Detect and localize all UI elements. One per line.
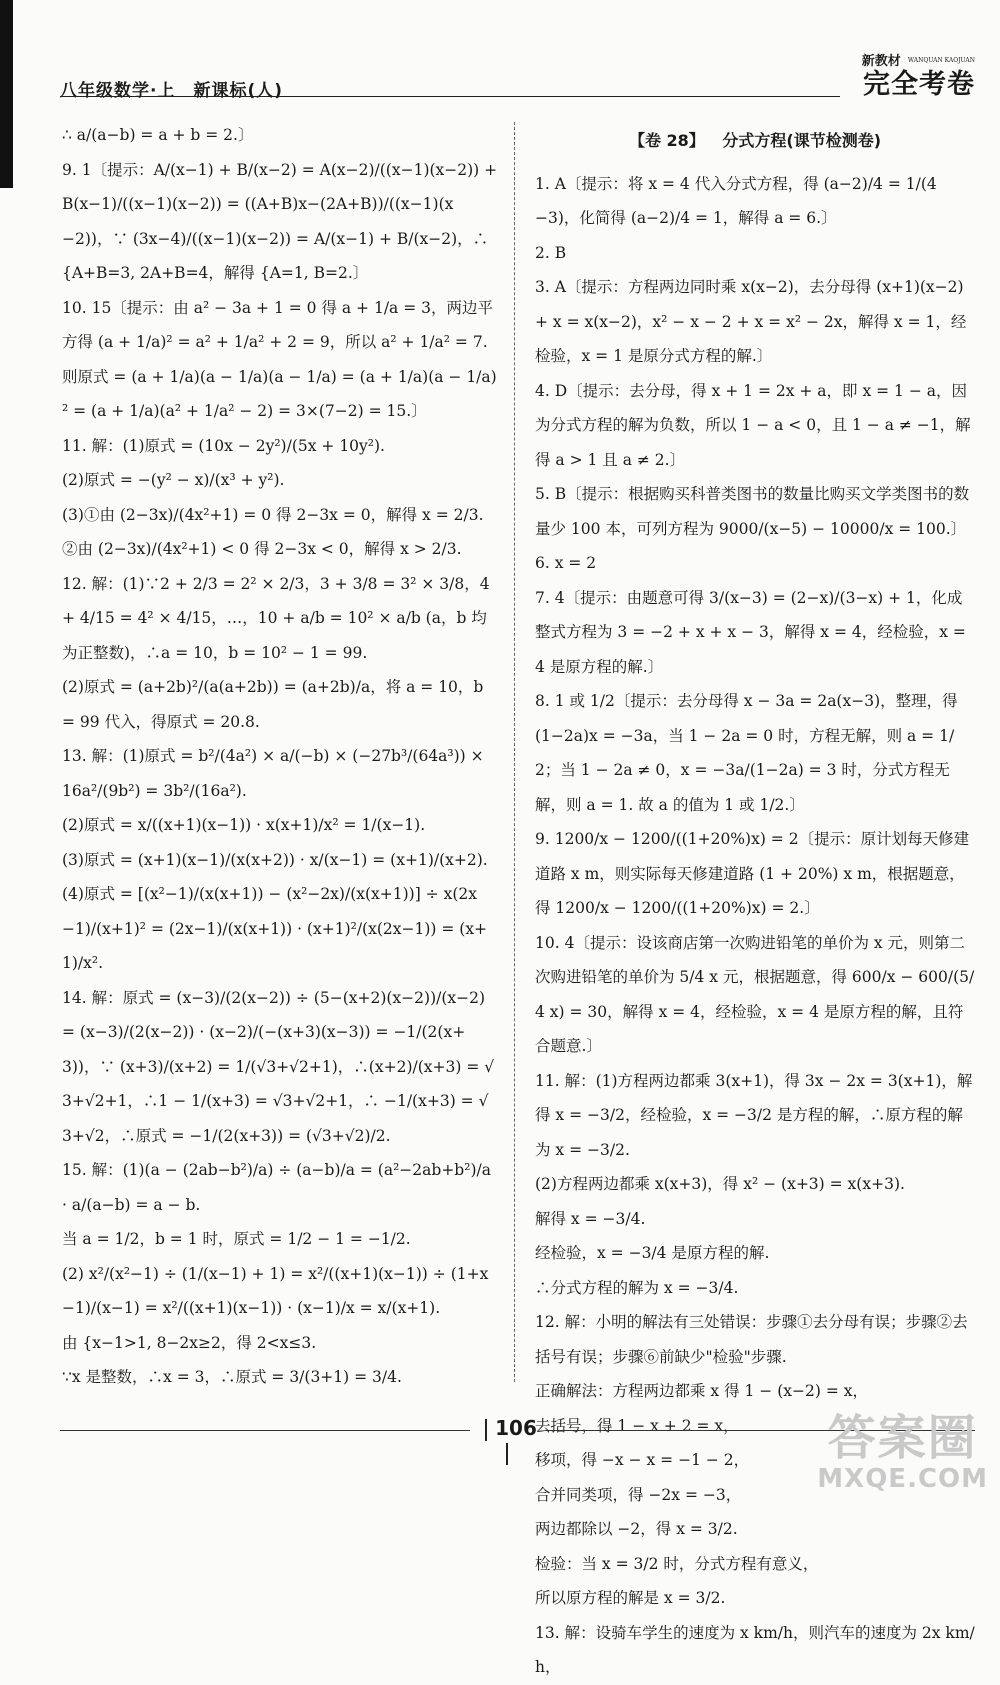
brand-pinyin: WANQUAN KAOJUAN xyxy=(907,57,975,64)
answer-item: ②由 (2−3x)/(4x²+1) < 0 得 2−3x < 0，解得 x > 2/3. xyxy=(62,540,462,558)
answer-item: 5. B〔提示：根据购买科普类图书的数量比购买文学类图书的数量少 100 本，可列方程为 9000/(x−5) − 10000/x = 100.〕 xyxy=(535,485,970,538)
left-column xyxy=(62,118,503,1414)
answer-item: 10. 15〔提示：由 a² − 3a + 1 = 0 得 a + 1/a = 3，两边平方得 (a + 1/a)² = a² + 1/a² + 2 = 9，所以 a² + 1/a² = 7. 则原式 = (a + 1/a)(a − 1/a)(a − 1/a) = (a + 1/a)(a − 1/a)² = (a + 1/a)(a² + 1/a² − 2) = 3×(7−2) = 15.〕 xyxy=(62,298,497,420)
answer-item: 合并同类项，得 −2x = −3， xyxy=(535,1485,742,1504)
answer-item: ∴分式方程的解为 x = −3/4. xyxy=(535,1278,739,1297)
section-title xyxy=(535,124,975,159)
answer-item: 4. D〔提示：去分母，得 x + 1 = 2x + a，即 x = 1 − a，因为分式方程的解为负数，所以 1 − a < 0，且 1 − a ≠ −1，解得 a > 1 且 a ≠ 2.〕 xyxy=(535,381,971,469)
answer-item: (3)原式 = (x+1)(x−1)/(x(x+2)) · x/(x−1) = (x+1)/(x+2). xyxy=(62,850,488,869)
answer-item: (2)方程两边都乘 x(x+3)，得 x² − (x+3) = x(x+3). xyxy=(535,1175,905,1193)
answer-item: 13. 解：设骑车学生的速度为 x km/h，则汽车的速度为 2x km/h， xyxy=(535,1623,975,1676)
answer-item: 8. 1 或 1/2〔提示：去分母得 x − 3a = 2a(x−3)，整理，得 (1−2a)x = −3a，当 1 − 2a = 0 时，方程无解，则 a = 1/2；当 1 − 2a ≠ 0，x = −3a/(1−2a) = 3 时，分式方程无解，则 a = 1. 故 a 的值为 1 或 1/2.〕 xyxy=(535,692,963,814)
answer-item: 当 a = 1/2，b = 1 时，原式 = 1/2 − 1 = −1/2. xyxy=(62,1230,411,1248)
answer-item: 11. 解：(1)原式 = (10x − 2y²)/(5x + 10y²). xyxy=(62,436,385,455)
answer-item: 移项，得 −x − x = −1 − 2， xyxy=(535,1451,750,1469)
answer-item: 两边都除以 −2，得 x = 3/2. xyxy=(535,1520,738,1538)
answer-item: 11. 解：(1)方程两边都乘 3(x+1)，得 3x − 2x = 3(x+1)，解得 x = −3/2，经检验，x = −3/2 是方程的解，∴原方程的解为 x = −3/2. xyxy=(535,1071,973,1159)
section-tag: 【卷 28】 xyxy=(628,131,705,150)
answer-item: (3)①由 (2−3x)/(4x²+1) = 0 得 2−3x = 0，解得 x = 2/3. xyxy=(62,505,484,524)
answer-item: 9. 1〔提示：A/(x−1) + B/(x−2) = A(x−2)/((x−1)(x−2)) + B(x−1)/((x−1)(x−2)) = ((A+B)x−(2A+B))/((x−1)(x−2))，∵ (3x−4)/((x−1)(x−2)) = A/(x−1) + B/(x−2)，∴ {A+B=3, 2A+B=4，解得 {A=1, B=2.〕 xyxy=(62,160,503,282)
answer-item: 所以原方程的解是 x = 3/2. xyxy=(535,1589,726,1607)
answer-item: 6. x = 2 xyxy=(535,554,597,572)
answer-item: 14. 解：原式 = (x−3)/(2(x−2)) ÷ (5−(x+2)(x−2))/(x−2) = (x−3)/(2(x−2)) · (x−2)/(−(x+3)(x−3)) = −1/(2(x+3))，∵ (x+3)/(x+2) = 1/(√3+√2+1)，∴(x+2)/(x+3) = √3+√2+1，∴1 − 1/(x+3) = √3+√2+1，∴ −1/(x+3) = √3+√2，∴原式 = −1/(2(x+3)) = (√3+√2)/2. xyxy=(62,988,495,1145)
header-rule xyxy=(60,96,840,97)
answer-item: 检验：当 x = 3/2 时，分式方程有意义， xyxy=(535,1554,819,1573)
book-spine-edge xyxy=(0,0,13,188)
answer-item: ∵x 是整数，∴x = 3，∴原式 = 3/(3+1) = 3/4. xyxy=(62,1368,402,1386)
answer-item: (4)原式 = [(x²−1)/(x(x+1)) − (x²−2x)/(x(x+1))] ÷ x(2x−1)/(x+1)² = (2x−1)/(x(x+1)) · (x+1)²/(x(2x−1)) = (x+1)/x². xyxy=(62,885,488,972)
brand-logo xyxy=(862,50,975,101)
answer-item: ∴ a/(a−b) = a + b = 2.〕 xyxy=(62,126,254,144)
answer-item: (2)原式 = −(y² − x)/(x³ + y²). xyxy=(62,471,285,489)
watermark-line2: MXQE.COM xyxy=(817,1464,988,1494)
answer-item: 12. 解：(1)∵2 + 2/3 = 2² × 2/3，3 + 3/8 = 3² × 3/8，4 + 4/15 = 4² × 4/15，…，10 + a/b = 10² × a/b (a，b 均为正整数)，∴a = 10，b = 10² − 1 = 99. xyxy=(62,574,495,662)
page-header xyxy=(60,54,975,112)
answer-item: (2) x²/(x²−1) ÷ (1/(x−1) + 1) = x²/((x+1)(x−1)) ÷ (1+x−1)/(x−1) = x²/((x+1)(x−1)) · (x−1)/x = x/(x+1). xyxy=(62,1264,489,1317)
answer-item: 解得 x = −3/4. xyxy=(535,1209,646,1228)
answer-item: 由 {x−1>1, 8−2x≥2，得 2<x≤3. xyxy=(62,1333,317,1352)
book-title: 八年级数学·上 新课标(人) xyxy=(60,81,283,101)
answer-item: (2)原式 = x/((x+1)(x−1)) · x(x+1)/x² = 1/(x−1). xyxy=(62,816,426,834)
page-number-bar-right xyxy=(506,1443,508,1465)
watermark xyxy=(817,1412,988,1494)
page-number xyxy=(472,1416,542,1465)
watermark-line1: 答案圈 xyxy=(827,1410,978,1466)
footer-rule-left xyxy=(60,1430,470,1431)
section-title-text: 分式方程(课节检测卷) xyxy=(722,131,882,150)
answer-item: 15. 解：(1)(a − (2ab−b²)/a) ÷ (a−b)/a = (a²−2ab+b²)/a · a/(a−b) = a − b. xyxy=(62,1161,496,1214)
answer-item: 2. B xyxy=(535,243,567,262)
answer-item: 经检验，x = −3/4 是原方程的解. xyxy=(535,1244,770,1262)
brand-small-text: 新教材 xyxy=(861,54,901,69)
answer-item: 12. 解：小明的解法有三处错误：步骤①去分母有误；步骤②去括号有误；步骤⑥前缺少"检验"步骤. xyxy=(535,1313,968,1366)
answer-item: 9. 1200/x − 1200/((1+20%)x) = 2〔提示：原计划每天修建道路 x m，则实际每天修建道路 (1 + 20%) x m，根据题意，得 1200/x − 1200/((1+20%)x) = 2.〕 xyxy=(535,830,970,917)
answer-item: 去括号，得 1 − x + 2 = x， xyxy=(535,1416,739,1435)
page-number-bar-left xyxy=(485,1419,487,1441)
answer-item: 正确解法：方程两边都乘 x 得 1 − (x−2) = x， xyxy=(535,1382,868,1400)
column-divider xyxy=(514,122,515,1382)
answer-item: 13. 解：(1)原式 = b²/(4a²) × a/(−b) × (−27b³/(64a³)) × 16a²/(9b²) = 3b²/(16a²). xyxy=(62,747,489,800)
page-number-text: 106 xyxy=(495,1416,537,1440)
answer-item: 10. 4〔提示：设该商店第一次购进铅笔的单价为 x 元，则第二次购进铅笔的单价为 5/4 x 元，根据题意，得 600/x − 600/(5/4 x) = 30，解得 x = 4，经检验，x = 4 是原方程的解，且符合题意.〕 xyxy=(535,933,975,1055)
brand-big-text: 完全考卷 xyxy=(863,69,975,100)
answer-item: (2)原式 = (a+2b)²/(a(a+2b)) = (a+2b)/a，将 a = 10，b = 99 代入，得原式 = 20.8. xyxy=(62,678,489,731)
answer-item: 7. 4〔提示：由题意可得 3/(x−3) = (2−x)/(3−x) + 1，化成整式方程为 3 = −2 + x + x − 3，解得 x = 4，经检验，x = 4 是原方程的解.〕 xyxy=(535,588,971,676)
answer-item: 1. A〔提示：将 x = 4 代入分式方程，得 (a−2)/4 = 1/(4−3)，化简得 (a−2)/4 = 1，解得 a = 6.〕 xyxy=(535,174,937,227)
answer-item: 3. A〔提示：方程两边同时乘 x(x−2)，去分母得 (x+1)(x−2) + x = x(x−2)，x² − x − 2 + x = x² − 2x，解得 x = 1，经检验，x = 1 是原分式方程的解.〕 xyxy=(535,278,969,365)
